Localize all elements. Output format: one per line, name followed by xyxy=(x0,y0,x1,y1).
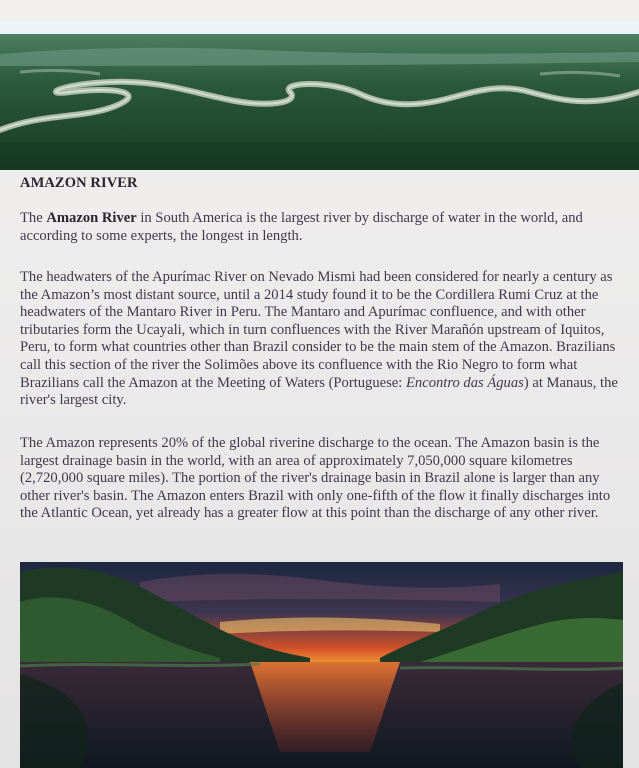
paragraph-intro xyxy=(20,210,624,245)
river-sunset-photo xyxy=(20,562,623,768)
p1-post: in South America is the largest river by discharge of water in the world, and according to some experts, the longest in length. xyxy=(20,210,583,244)
paragraph-discharge: The Amazon represents 20% of the global riverine discharge to the ocean. The Amazon basin is the largest drainage basin in the world, with an area of approximately 7,050,000 square kilometres (2,720,000 square miles). The portion of the river's drainage basin in Brazil alone is larger than any other river's basin. The Amazon enters Brazil with only one-fifth of the flow it finally discharges into the Atlantic Ocean, yet already has a greater flow at this point than the discharge of any other river. xyxy=(20,435,611,522)
p2-italic-term: Encontro das Águas xyxy=(406,374,524,391)
p1-bold-term: Amazon River xyxy=(46,210,137,226)
paragraph-headwaters xyxy=(20,269,624,410)
p2-post: ) at Manaus, the river's largest city. xyxy=(20,374,618,409)
p1-pre: The xyxy=(20,210,47,226)
p2-text: The headwaters of the Apurímac River on Nevado Mismi had been considered for nearly a century as the Amazon’s most distant source, until a 2014 study found it to be the Cordillera Rumi Cruz at the headwaters of the Mantaro River in Peru. The Mantaro and Apurímac confluence, and with other tributaries form the Ucayali, which in turn confluences with the River Marañón upstream of Iquitos, Peru, to form what countries other than Brazil consider to be the main stem of the Amazon. Brazilians call this section of the river the Solimões above its confluence with the Rio Negro to form what Brazilians call the Amazon at the Meeting of Waters (Portuguese: xyxy=(20,269,616,391)
aerial-river-photo xyxy=(0,22,639,170)
article-heading: AMAZON RIVER xyxy=(20,175,138,191)
